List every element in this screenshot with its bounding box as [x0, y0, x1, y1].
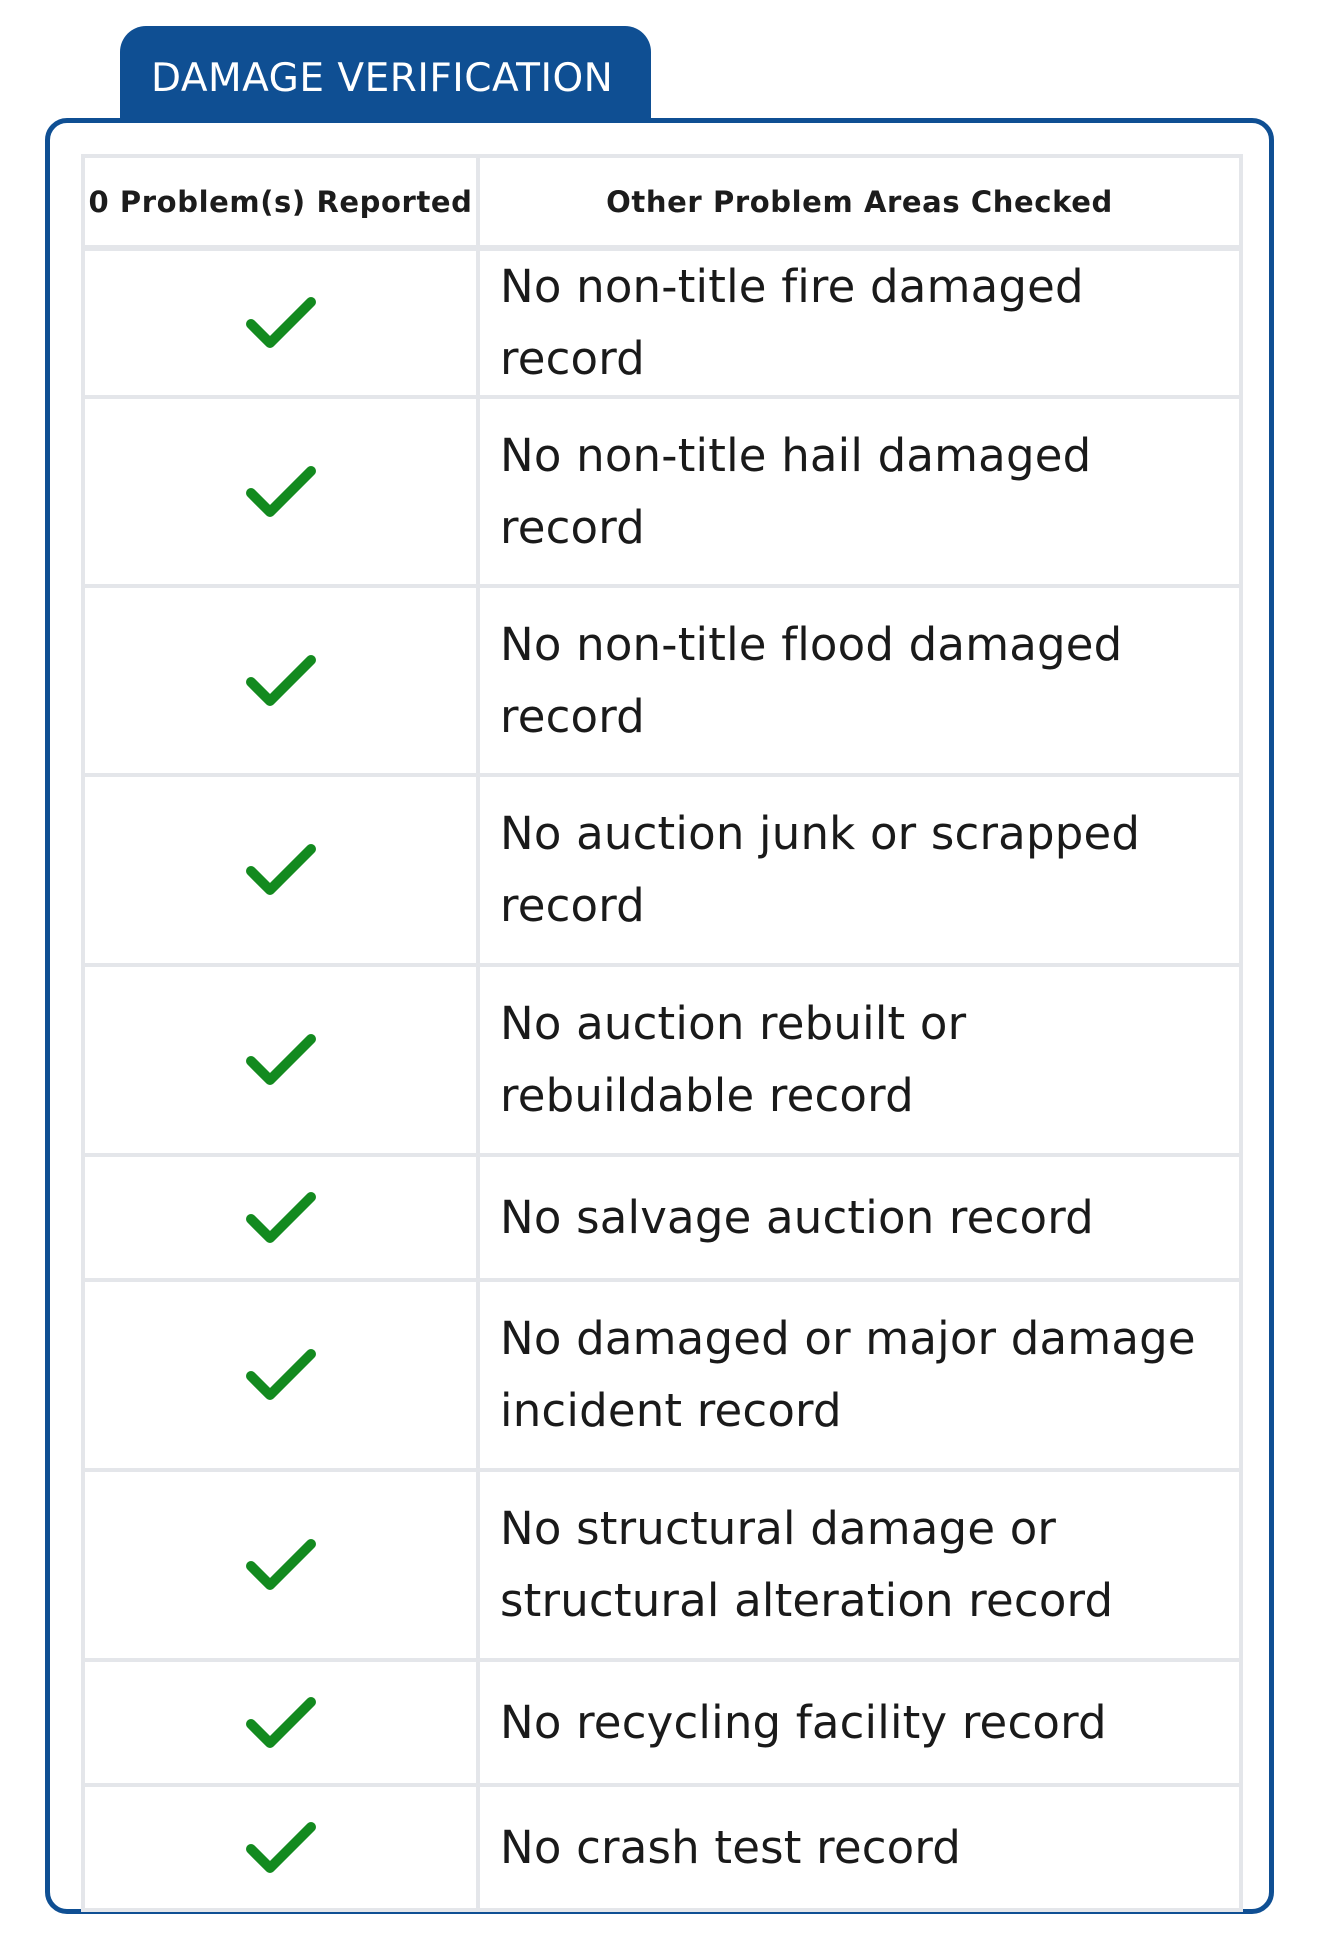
check-icon	[246, 1821, 316, 1875]
check-icon	[246, 1191, 316, 1245]
problem-area-text: No auction junk or scrapped record	[478, 775, 1241, 965]
problem-area-text: No non-title fire damaged record	[478, 248, 1241, 397]
table-row	[83, 775, 1241, 965]
problem-area-text: No recycling facility record	[478, 1660, 1241, 1785]
table-row	[83, 1155, 1241, 1280]
status-cell	[83, 775, 478, 965]
table-row	[83, 1785, 1241, 1910]
status-cell	[83, 397, 478, 586]
check-icon	[246, 296, 316, 350]
problem-area-text: No salvage auction record	[478, 1155, 1241, 1280]
table-row	[83, 1280, 1241, 1470]
problem-area-text: No auction rebuilt or rebuildable record	[478, 965, 1241, 1155]
table-row	[83, 248, 1241, 397]
problem-area-text: No non-title flood damaged record	[478, 586, 1241, 775]
check-icon	[246, 465, 316, 519]
damage-verification-table	[81, 154, 1243, 1912]
problem-area-text: No non-title hail damaged record	[478, 397, 1241, 586]
check-icon	[246, 843, 316, 897]
table-row	[83, 586, 1241, 775]
check-icon	[246, 1033, 316, 1087]
status-cell	[83, 1155, 478, 1280]
check-icon	[246, 1348, 316, 1402]
status-cell	[83, 1280, 478, 1470]
check-icon	[246, 1538, 316, 1592]
problem-area-text: No crash test record	[478, 1785, 1241, 1910]
table-header-row	[83, 156, 1241, 248]
column-header-problems: 0 Problem(s) Reported	[83, 156, 478, 248]
status-cell	[83, 586, 478, 775]
table-row	[83, 1660, 1241, 1785]
table-row	[83, 397, 1241, 586]
section-tab	[120, 26, 651, 122]
table-row	[83, 1470, 1241, 1660]
status-cell	[83, 1470, 478, 1660]
problem-area-text: No structural damage or structural alteration record	[478, 1470, 1241, 1660]
check-icon	[246, 1696, 316, 1750]
table-row	[83, 965, 1241, 1155]
section-title: DAMAGE VERIFICATION	[151, 55, 614, 101]
column-header-areas-checked: Other Problem Areas Checked	[478, 156, 1241, 248]
status-cell	[83, 965, 478, 1155]
check-icon	[246, 654, 316, 708]
problem-area-text: No damaged or major damage incident record	[478, 1280, 1241, 1470]
status-cell	[83, 1660, 478, 1785]
status-cell	[83, 1785, 478, 1910]
status-cell	[83, 248, 478, 397]
